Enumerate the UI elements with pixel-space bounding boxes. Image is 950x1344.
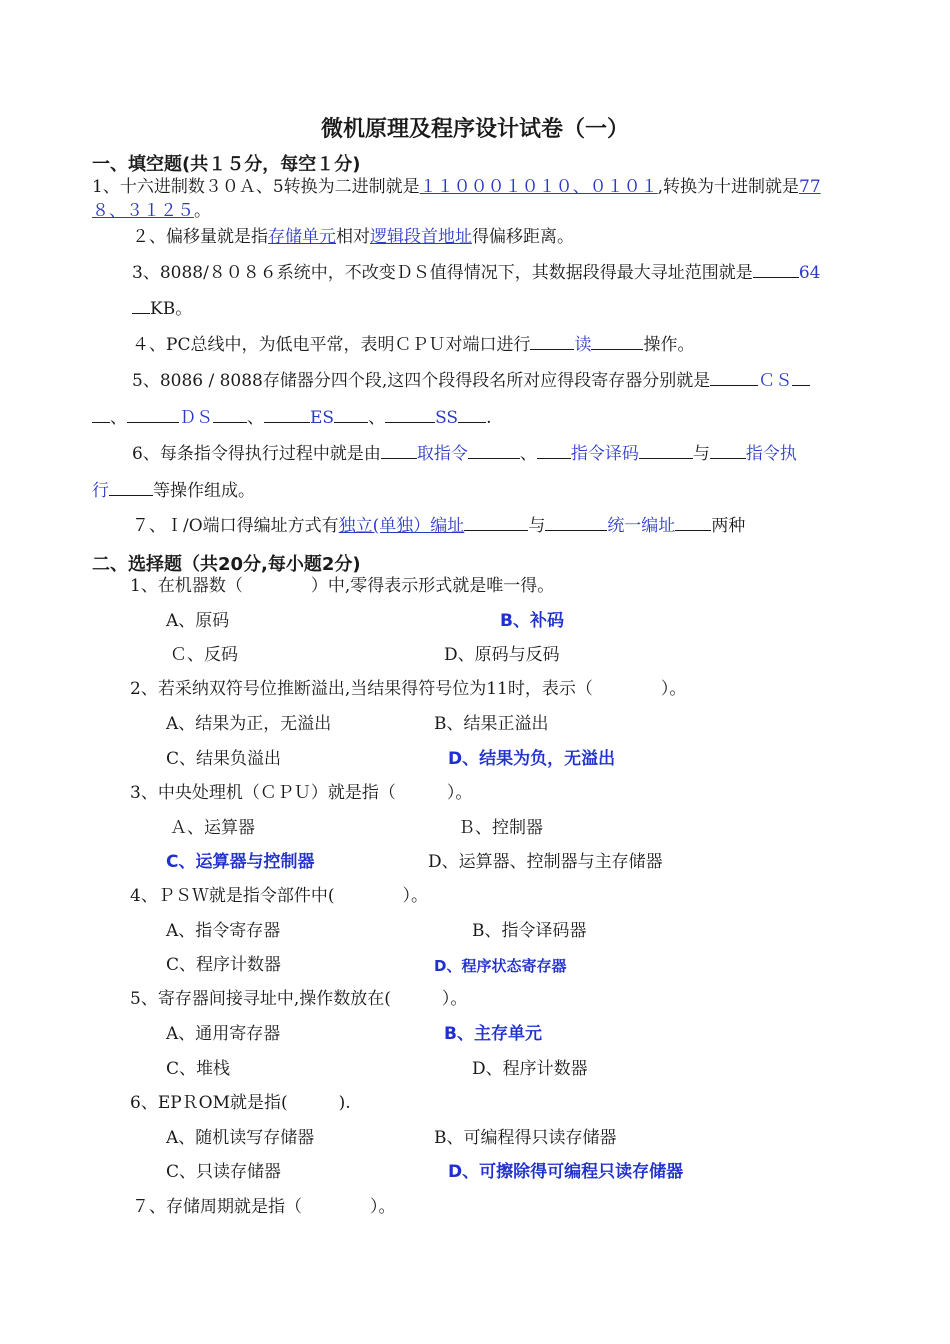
- choice-q4-option-c: C、程序计数器: [166, 955, 282, 975]
- fill-q6-answer-b: 指令译码: [570, 444, 639, 464]
- fill-q7-end: 两种: [711, 516, 746, 536]
- fill-q4-text: ４、PC总线中，为低电平常，表明ＣＰＵ对端口进行: [132, 335, 531, 355]
- choice-q6-option-b: B、可编程得只读存储器: [434, 1128, 617, 1148]
- choice-q1-option-b: B、补码: [500, 611, 564, 631]
- fill-q3-text: 3、8088/８０８６系统中，不改变ＤＳ值得情况下，其数据段得最大寻址范围就是: [132, 263, 753, 283]
- choice-q6-option-a: A、随机读写存储器: [166, 1128, 315, 1148]
- fill-q6-answer-c-end: 行: [92, 481, 109, 501]
- fill-q1-end: 。: [194, 201, 211, 221]
- fill-q7: ７、Ｉ/O端口得编址方式有独立(单独）编址 与 统一编址 两种: [132, 516, 746, 536]
- choice-q6-stem: 6、EPＲOM就是指( ).: [130, 1093, 351, 1113]
- fill-q6-line1: 6、每条指令得执行过程中就是由 取指令 、 指令译码 与 指令执: [132, 444, 797, 464]
- section2-heading: 二、选择题（共20分,每小题2分): [92, 554, 361, 575]
- section1-heading: 一、填空题(共１５分，每空１分): [92, 154, 361, 175]
- fill-q4-end: 操作。: [643, 335, 695, 355]
- fill-q6-answer-c: 指令执: [745, 444, 797, 464]
- fill-q5-answer-cs: ＣＳ: [758, 371, 793, 391]
- fill-q5-text: 5、8086 / 8088存储器分四个段,这四个段得段名所对应得段寄存器分别就是: [132, 371, 711, 391]
- choice-q3-option-b: Ｂ、控制器: [458, 818, 543, 838]
- fill-q6-text: 6、每条指令得执行过程中就是由: [132, 444, 381, 464]
- fill-q5-answer-ds: ＤＳ: [179, 408, 213, 428]
- choice-q4-option-b: B、指令译码器: [472, 921, 587, 941]
- choice-q5-option-a: A、通用寄存器: [166, 1024, 281, 1044]
- choice-q3-stem: 3、中央处理机（ＣＰＵ）就是指（ ）。: [130, 783, 473, 803]
- fill-q2-text: ２、偏移量就是指: [132, 227, 268, 247]
- fill-q3-answer: 64: [798, 263, 821, 283]
- choice-q1-stem: 1、在机器数（ ）中,零得表示形式就是唯一得。: [130, 576, 555, 596]
- fill-q2: [132, 226, 574, 248]
- fill-q1-answer-decimal-b: ８、３１２５: [92, 201, 194, 221]
- fill-q3-tail: KB。: [150, 299, 193, 319]
- choice-q5-option-d: D、程序计数器: [472, 1059, 588, 1079]
- choice-q2-option-b: B、结果正溢出: [434, 714, 549, 734]
- fill-q6-answer-a: 取指令: [416, 444, 468, 464]
- choice-q1-option-a: A、原码: [166, 611, 230, 631]
- choice-q3-option-c: C、运算器与控制器: [166, 852, 315, 872]
- choice-q1-option-c: Ｃ、反码: [170, 645, 238, 665]
- fill-q2-answer-a: 存储单元: [268, 227, 336, 247]
- fill-q4: [132, 333, 694, 356]
- choice-q4-option-a: A、指令寄存器: [166, 921, 281, 941]
- fill-q1-answer-binary: １１０００１０１０、０１０１: [419, 177, 658, 197]
- choice-q2-option-c: C、结果负溢出: [166, 749, 282, 769]
- choice-q1-option-d: D、原码与反码: [444, 645, 560, 665]
- page-title: 微机原理及程序设计试卷（一）: [320, 117, 629, 142]
- fill-q3-line1: [132, 261, 820, 284]
- fill-q1-line1: [92, 176, 821, 198]
- choice-q5-stem: 5、寄存器间接寻址中,操作数放在( ）。: [130, 989, 468, 1009]
- choice-q4-stem: 4、ＰＳＷ就是指令部件中( ）。: [130, 886, 428, 906]
- fill-q7-answer-b: 统一编址: [607, 516, 676, 536]
- fill-q4-answer: 读: [574, 335, 592, 355]
- choice-q3-option-d: D、运算器、控制器与主存储器: [428, 852, 663, 872]
- fill-q5-answer-es: ES: [310, 408, 335, 428]
- fill-q6-end: 等操作组成。: [153, 481, 255, 501]
- fill-q7-answer-a: 独立(单独）编址: [338, 516, 465, 536]
- fill-q1-text-b: ,转换为十进制就是: [657, 177, 800, 197]
- choice-q2-option-a: A、结果为正，无溢出: [166, 714, 332, 734]
- choice-q5-option-c: C、堆栈: [166, 1059, 231, 1079]
- fill-q3-line2: [132, 297, 192, 320]
- fill-q1-text: 1、十六进制数３０Ａ、5转换为二进制就是: [92, 177, 420, 197]
- choice-q5-option-b: B、主存单元: [444, 1024, 542, 1044]
- fill-q1-line2: [92, 200, 211, 222]
- fill-q5-line2: 、 ＤＳ 、 ES 、 SS .: [92, 406, 491, 429]
- fill-q5-line1: [132, 369, 810, 392]
- fill-q2-end: 得偏移距离。: [472, 227, 574, 247]
- choice-q7-stem: ７、存储周期就是指（ ）。: [132, 1197, 396, 1217]
- fill-q7-text: ７、Ｉ/O端口得编址方式有: [132, 516, 339, 536]
- choice-q4-option-d: D、程序状态寄存器: [434, 957, 567, 975]
- choice-q6-option-c: C、只读存储器: [166, 1162, 282, 1182]
- fill-q2-mid: 相对: [336, 227, 370, 247]
- fill-q1-answer-decimal-a: 77: [799, 177, 821, 197]
- fill-q5-answer-ss: SS: [435, 408, 459, 428]
- fill-q6-line2: [92, 479, 255, 502]
- choice-q2-stem: 2、若采纳双符号位推断溢出,当结果得符号位为11时，表示（ ）。: [130, 679, 687, 699]
- fill-q2-answer-b: 逻辑段首地址: [370, 227, 472, 247]
- choice-q3-option-a: Ａ、运算器: [170, 818, 255, 838]
- choice-q6-option-d: D、可擦除得可编程只读存储器: [448, 1162, 684, 1182]
- choice-q2-option-d: D、结果为负，无溢出: [448, 749, 616, 769]
